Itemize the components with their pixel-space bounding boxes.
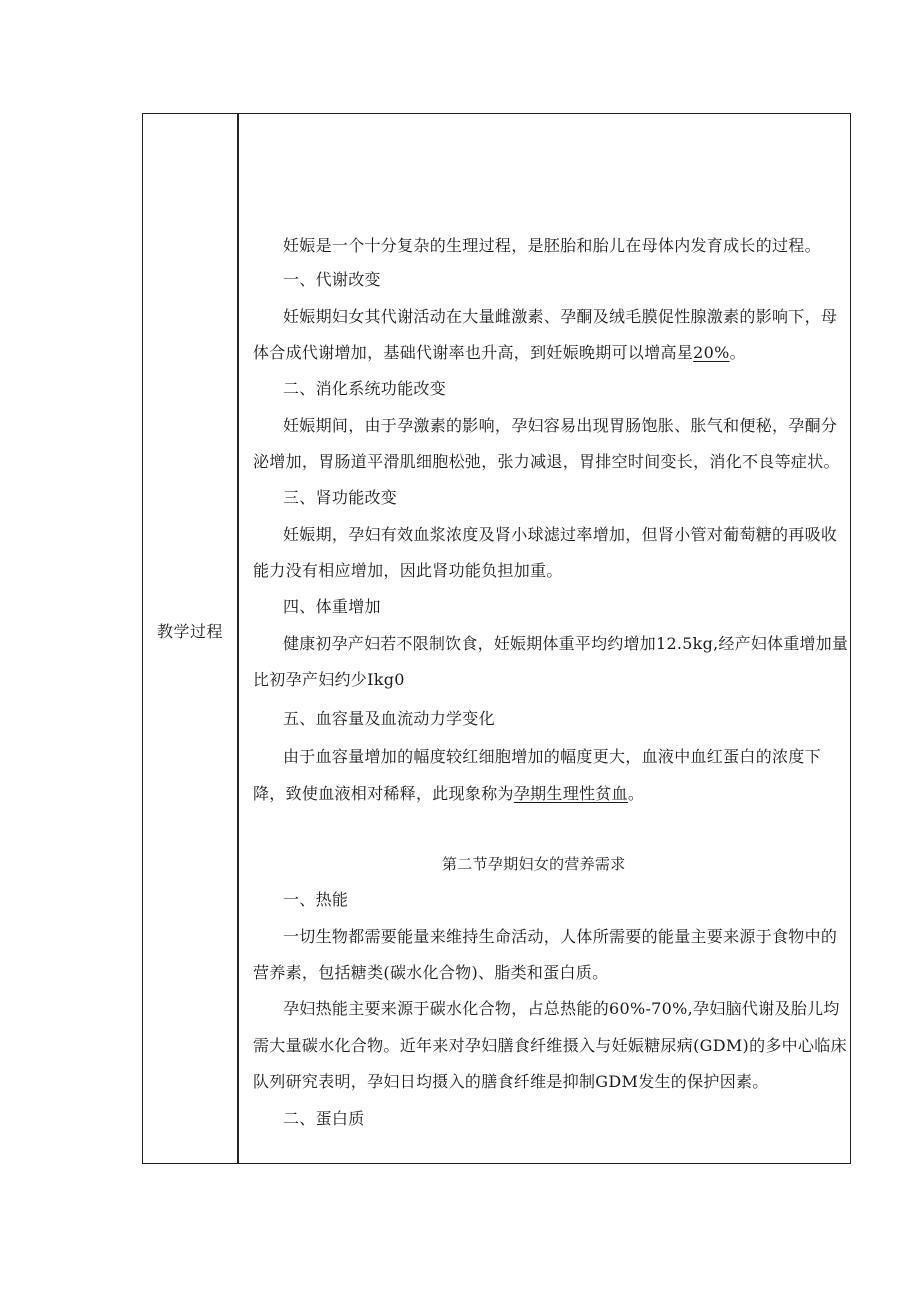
underlined-value: 20% (693, 343, 730, 362)
intro-paragraph: 妊娠是一个十分复杂的生理过程，是胚胎和胎儿在母体内发育成长的过程。 (283, 236, 821, 255)
paragraph-line: 妊娠期妇女其代谢活动在大量雌激素、孕酮及绒毛膜促性腺激素的影响下，母 (283, 307, 838, 326)
paragraph-line: 妊娠期间，由于孕激素的影响，孕妇容易出现胃肠饱胀、胀气和便秘，孕酮分 (283, 416, 838, 435)
heading-protein: 二、蛋白质 (283, 1109, 365, 1128)
section-title: 第二节孕期妇女的营养需求 (442, 855, 626, 873)
paragraph-line: 健康初孕产妇若不限制饮食，妊娠期体重平均约增加12.5kg,经产妇体重增加量 (283, 634, 849, 653)
heading-weight: 四、体重增加 (283, 597, 381, 616)
heading-energy: 一、热能 (283, 890, 349, 909)
paragraph-line: 能力没有相应增加，因此肾功能负担加重。 (253, 561, 563, 580)
paragraph-line: 比初孕产妇约少Ikg0 (253, 670, 405, 689)
underlined-term: 孕期生理性贫血 (513, 784, 628, 803)
paragraph-line: 一切生物都需要能量来维持生命活动，人体所需要的能量主要来源于食物中的 (283, 927, 838, 946)
column-divider (237, 114, 239, 1163)
paragraph-line: 需大量碳水化合物。近年来对孕妇膳食纤维摄入与妊娠糖尿病(GDM)的多中心临床 (253, 1036, 847, 1055)
row-label: 教学过程 (156, 622, 223, 641)
paragraph-line: 营养素，包括糖类(碳水化合物)、脂类和蛋白质。 (253, 963, 609, 982)
heading-digestion: 二、消化系统功能改变 (283, 379, 447, 398)
heading-kidney: 三、肾功能改变 (283, 488, 398, 507)
heading-metabolism: 一、代谢改变 (283, 270, 381, 289)
paragraph-line: 妊娠期，孕妇有效血浆浓度及肾小球滤过率增加，但肾小管对葡萄糖的再吸收 (283, 525, 838, 544)
paragraph-line: 孕妇热能主要来源于碳水化合物，占总热能的60%-70%,孕妇脑代谢及胎儿均 (283, 999, 840, 1018)
paragraph-line: 队列研究表明，孕妇日均摄入的膳食纤维是抑制GDM发生的保护因素。 (253, 1072, 769, 1091)
heading-blood-volume: 五、血容量及血流动力学变化 (283, 709, 495, 728)
paragraph-line: 降，致使血液相对稀释，此现象称为孕期生理性贫血。 (253, 784, 645, 803)
paragraph-line: 由于血容量增加的幅度较红细胞增加的幅度更大，血液中血红蛋白的浓度下 (283, 747, 821, 766)
paragraph-line: 泌增加，胃肠道平滑肌细胞松弛，张力减退，胃排空时间变长，消化不良等症状。 (253, 452, 840, 471)
paragraph-line: 体合成代谢增加，基础代谢率也升高，到妊娠晚期可以增高星20%。 (253, 343, 746, 362)
